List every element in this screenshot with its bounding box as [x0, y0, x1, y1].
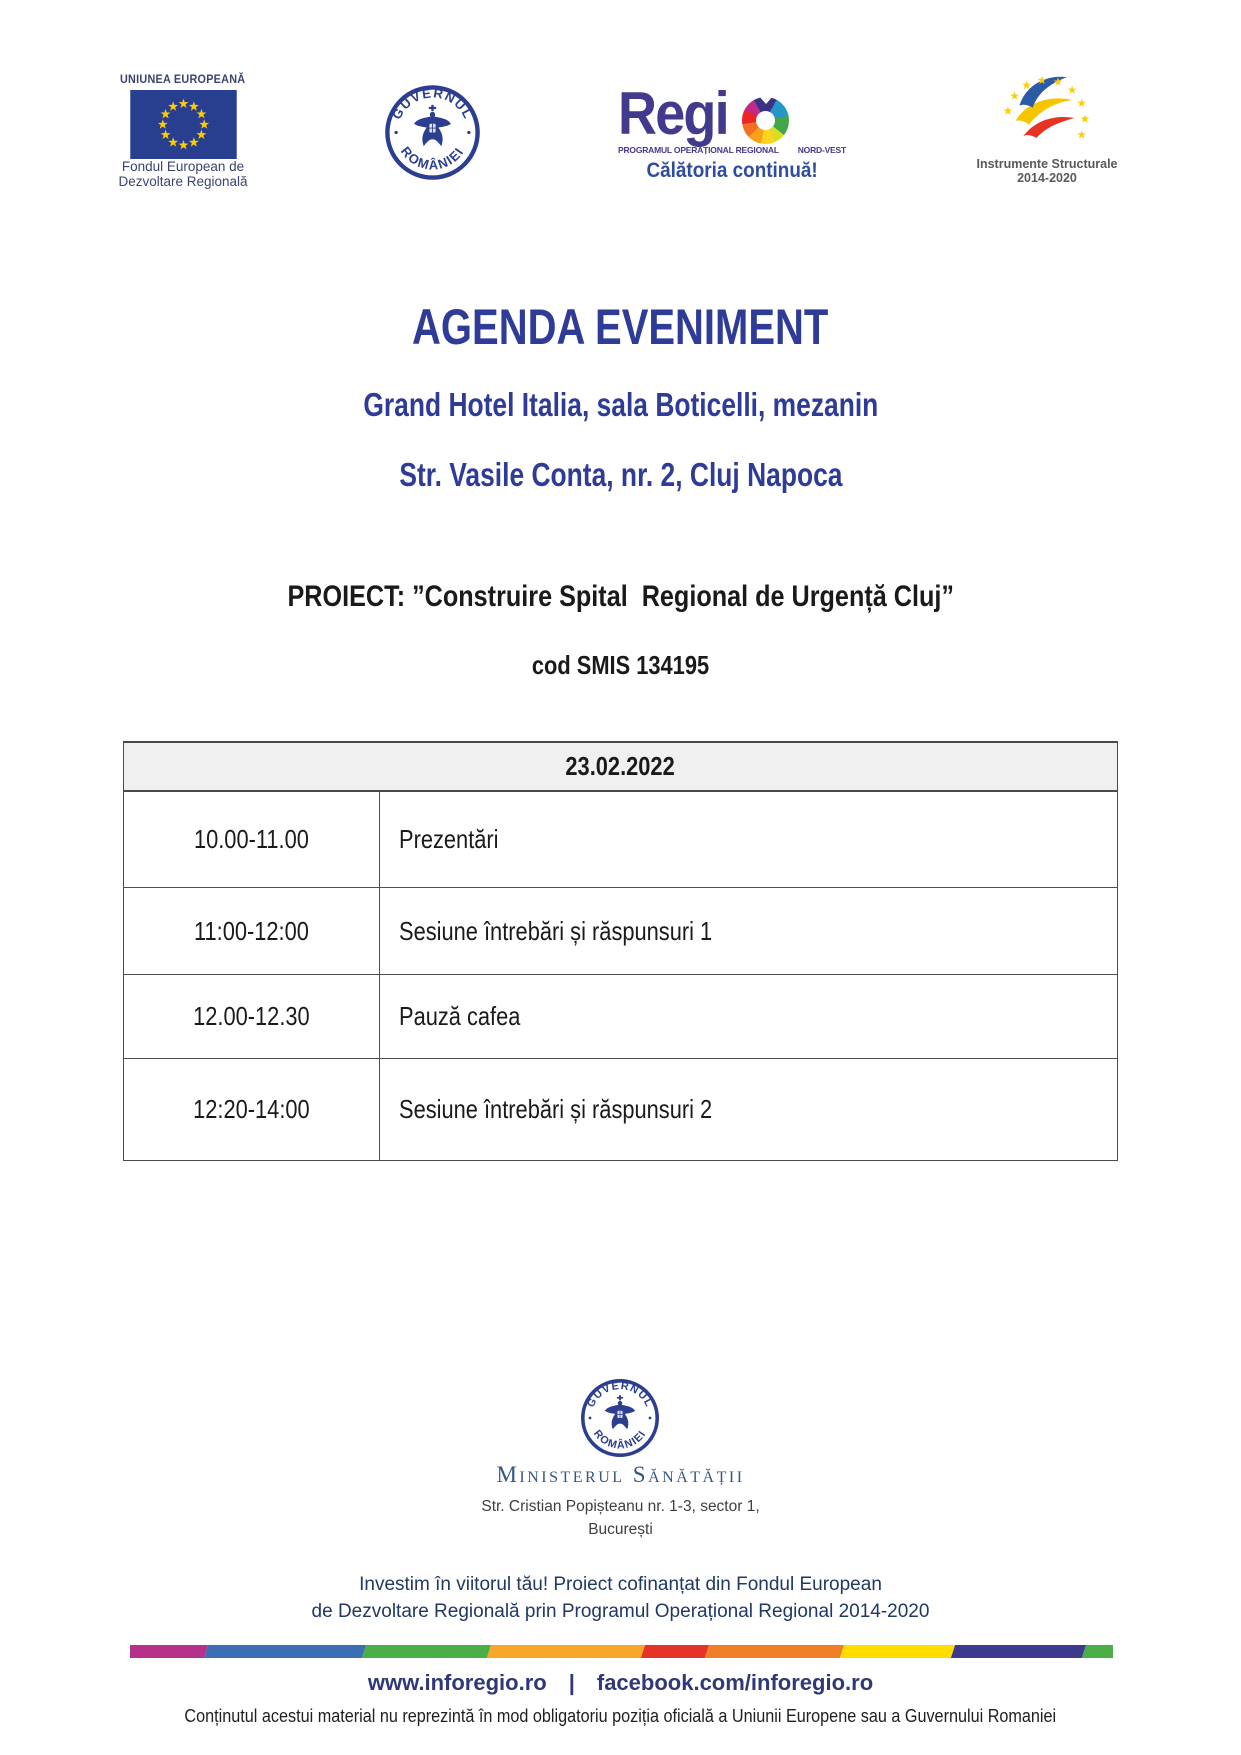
eu-logo	[112, 72, 254, 189]
rainbow-segment	[130, 1645, 208, 1658]
page-title: AGENDA EVENIMENT	[412, 299, 829, 355]
rainbow-segment	[641, 1645, 709, 1658]
agenda-table	[123, 741, 1118, 1161]
activity-cell: Sesiune întrebări și răspunsuri 1	[379, 888, 1117, 974]
time-cell: 12.00-12.30	[193, 1001, 310, 1031]
structural-label-line2: 2014-2020	[1017, 171, 1077, 185]
regio-color-wheel-icon	[742, 97, 789, 144]
regio-subtitle-right: NORD-VEST	[797, 145, 846, 155]
agenda-row	[124, 1058, 1117, 1160]
star-icon	[1022, 81, 1031, 89]
rainbow-segment	[1082, 1645, 1113, 1658]
cofinance-note-line2: de Dezvoltare Regională prin Programul Operațional Regional 2014-2020	[311, 1601, 930, 1622]
ministry-seal-icon	[580, 1378, 660, 1458]
seal-eagle-icon	[414, 105, 451, 146]
time-cell: 10.00-11.00	[194, 824, 309, 854]
ministry-name: Ministerul Sănătății	[496, 1462, 745, 1487]
activity-cell: Prezentări	[379, 792, 1117, 887]
smis-code: cod SMIS 134195	[531, 650, 710, 680]
time-cell: 11:00-12:00	[194, 915, 309, 946]
time-cell: 12:20-14:00	[193, 1094, 310, 1124]
rainbow-segment	[487, 1645, 646, 1658]
activity-cell: Sesiune întrebări și răspunsuri 2	[379, 1059, 1117, 1160]
rainbow-segment	[362, 1645, 491, 1658]
eu-logo-title: UNIUNEA EUROPEANĂ	[120, 72, 246, 86]
structural-swoosh-icon	[988, 62, 1106, 157]
rainbow-segment	[951, 1645, 1086, 1658]
star-icon	[1010, 92, 1019, 100]
seal-text-top: GUVERNUL	[388, 85, 477, 122]
structural-instruments-logo	[972, 62, 1122, 185]
cofinance-note-line1: Investim în viitorul tău! Proiect cofinanțat din Fondul European	[359, 1574, 882, 1595]
rainbow-bar	[130, 1645, 1113, 1658]
rainbow-segment	[705, 1645, 844, 1658]
inforegio-link[interactable]: www.inforegio.ro	[367, 1670, 547, 1695]
ministry-address-line2: București	[588, 1521, 653, 1538]
star-icon	[1077, 99, 1086, 107]
star-icon	[1077, 130, 1086, 138]
structural-label-line1: Instrumente Structurale	[976, 157, 1118, 171]
agenda-row	[124, 792, 1117, 887]
facebook-link[interactable]: facebook.com/inforegio.ro	[596, 1670, 874, 1695]
venue-line: Grand Hotel Italia, sala Boticelli, mezanin	[363, 386, 878, 423]
rainbow-segment	[204, 1645, 366, 1658]
regio-logo	[618, 80, 846, 183]
agenda-row	[124, 887, 1117, 974]
eu-fund-line1: Fondul European de	[121, 159, 245, 174]
star-icon	[1081, 114, 1090, 122]
regio-subtitle-left: PROGRAMUL OPERAȚIONAL REGIONAL	[618, 145, 779, 155]
regio-wordmark: Regi	[618, 80, 728, 147]
star-icon	[1068, 85, 1077, 93]
eu-fund-line2: Dezvoltare Regională	[118, 174, 248, 189]
disclaimer-text: Conținutul acestui material nu reprezintă în mod obligatoriu poziția oficială a Uniunii Europene sau a Guvernului Romaniei	[184, 1706, 1057, 1726]
rainbow-segment	[840, 1645, 955, 1658]
seal-text-bottom: ROMÂNIEI	[397, 143, 467, 173]
ministry-address-line1: Str. Cristian Popișteanu nr. 1-3, sector 1,	[481, 1498, 760, 1515]
agenda-row	[124, 974, 1117, 1058]
agenda-date-header: 23.02.2022	[124, 743, 1117, 792]
activity-cell: Pauză cafea	[379, 975, 1117, 1058]
star-icon	[1004, 106, 1013, 114]
regio-tagline: Călătoria continuă!	[646, 159, 818, 182]
government-seal-icon	[384, 84, 481, 181]
eu-flag-icon	[130, 90, 237, 159]
project-title: PROIECT: ”Construire Spital Regional de Urgență Cluj”	[287, 580, 954, 613]
footer-links	[0, 1670, 1241, 1696]
links-separator: |	[568, 1670, 575, 1695]
address-line: Str. Vasile Conta, nr. 2, Cluj Napoca	[398, 456, 843, 493]
